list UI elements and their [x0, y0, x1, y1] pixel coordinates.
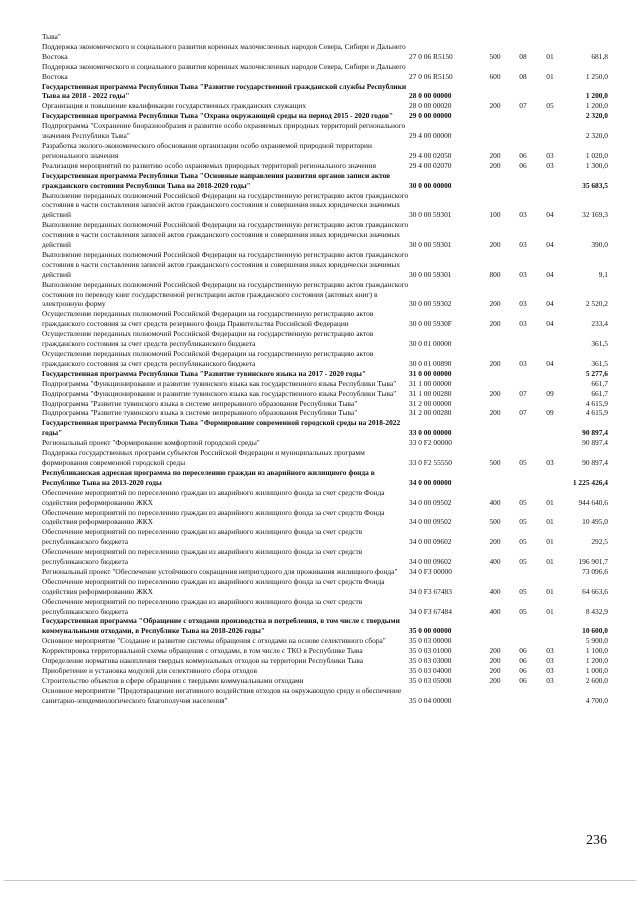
row-code: 29 0 00 00000: [409, 111, 452, 121]
row-subsection: 01: [546, 497, 554, 507]
row-amount: 5 900,0: [585, 636, 608, 646]
row-amount: 292,5: [591, 537, 608, 547]
row-expense-type: 200: [489, 150, 501, 160]
row-name: Поддержка экономического и социального развития коренных малочисленных народов Севера, Сибири и Дальнего Востока: [42, 61, 406, 81]
row-amount: 661,7: [591, 388, 608, 398]
table-row: [42, 636, 608, 646]
row-section: 08: [519, 51, 527, 61]
row-expense-type: 200: [489, 656, 501, 666]
row-amount: 5 277,6: [585, 368, 608, 378]
row-expense-type: 200: [489, 646, 501, 656]
row-section: 03: [519, 319, 527, 329]
table-row: [42, 42, 608, 62]
row-code: 31 1 00 00000: [409, 378, 452, 388]
table-row: [42, 141, 608, 161]
table-row: [42, 329, 608, 349]
row-section: 03: [519, 210, 527, 220]
row-amount: 64 663,6: [582, 586, 608, 596]
row-name: Государственная программа Республики Тыва "Формирование современной городской среды на 2018-2022 годы": [42, 418, 401, 438]
row-subsection: 01: [546, 71, 554, 81]
row-expense-type: 800: [489, 269, 501, 279]
row-section: 05: [519, 537, 527, 547]
row-name: Подпрограмма "Развитие тувинского языка в системе непрерывного образования Республики Тыва": [42, 398, 358, 408]
row-name: Реализация мероприятий по развитию особо охраняемых природных территорий регионального значения: [42, 160, 376, 170]
row-section: 06: [519, 150, 527, 160]
row-amount: 8 432,9: [585, 606, 608, 616]
table-row: [42, 389, 608, 399]
row-section: 05: [519, 557, 527, 567]
row-name: Разработка эколого-экономического обоснования организации особо охраняемой природной территории регионального значения: [42, 140, 372, 160]
row-amount: 944 640,6: [578, 497, 608, 507]
row-code: 30 0 01 00000: [409, 339, 452, 349]
table-row: [42, 161, 608, 171]
row-amount: 4 700,0: [585, 695, 608, 705]
row-section: 03: [519, 240, 527, 250]
row-amount: 1 020,0: [585, 150, 608, 160]
row-name: Обеспечение мероприятий по переселению граждан из аварийного жилищного фонда за счет средств Фонда содействия реформированию ЖКХ: [42, 507, 385, 527]
row-name: Обеспечение мероприятий по переселению граждан из аварийного жилищного фонда за счет средств республиканского бюджета: [42, 547, 363, 567]
row-amount: 32 169,3: [582, 210, 608, 220]
row-section: 06: [519, 675, 527, 685]
row-code: 27 0 06 R5150: [409, 51, 453, 61]
row-amount: 233,4: [591, 319, 608, 329]
row-subsection: 03: [546, 656, 554, 666]
row-code: 34 0 F3 67483: [409, 586, 452, 596]
table-row: [42, 250, 608, 280]
row-name: Государственная программа Республики Тыва "Развитие тувинского языка на 2017 - 2020 годы": [42, 368, 366, 378]
row-section: 08: [519, 71, 527, 81]
row-section: 05: [519, 457, 527, 467]
row-amount: 2 320,0: [585, 131, 608, 141]
row-name: Организация и повышение квалификации государственных гражданских служащих: [42, 101, 307, 111]
row-amount: 1 300,0: [585, 160, 608, 170]
row-code: 33 0 00 00000: [409, 428, 452, 438]
row-name: Региональный проект "Обеспечение устойчивого сокращения непригодного для проживания жилищного фонда": [42, 566, 398, 576]
row-code: 34 0 00 09502: [409, 497, 452, 507]
row-subsection: 09: [546, 408, 554, 418]
budget-table: [42, 32, 608, 706]
table-row: [42, 488, 608, 508]
table-row: [42, 191, 608, 221]
row-name: Тыва": [42, 32, 61, 41]
row-expense-type: 100: [489, 210, 501, 220]
row-subsection: 01: [546, 51, 554, 61]
table-row: [42, 280, 608, 310]
row-section: 03: [519, 269, 527, 279]
row-name: Подпрограмма "Развитие тувинского языка в системе непрерывного образования Республики Тыва": [42, 408, 358, 418]
row-code: 30 0 00 59301: [409, 240, 452, 250]
row-expense-type: 500: [489, 457, 501, 467]
row-subsection: 04: [546, 299, 554, 309]
row-name: Выполнение переданных полномочий Российской Федерации на государственную регистрацию актов гражданского состояния в части составления записей актов гражданского состояния и совершения иных юридически значимых действий: [42, 249, 409, 279]
row-name: Поддержка государственных программ субъектов Российской Федерации и муниципальных программ формирования современной городской среды: [42, 448, 365, 467]
table-row: [42, 547, 608, 567]
table-row: [42, 408, 608, 418]
row-name: Выполнение переданных полномочий Российской Федерации на государственную регистрацию актов гражданского состояния по переводу книг государственной регистрации актов гражданского состояния (актовых книг) в электронную форму: [42, 279, 409, 309]
row-amount: 35 683,5: [582, 180, 608, 190]
row-expense-type: 600: [489, 71, 501, 81]
row-section: 05: [519, 606, 527, 616]
row-name: Строительство объектов в сфере обращения с твердыми коммунальными отходами: [42, 675, 304, 685]
row-amount: 2 520,2: [585, 299, 608, 309]
row-code: 35 0 03 05000: [409, 675, 452, 685]
row-section: 05: [519, 517, 527, 527]
row-code: 33 0 F2 00000: [409, 438, 452, 448]
row-amount: 4 615,9: [585, 408, 608, 418]
row-expense-type: 200: [489, 666, 501, 675]
row-subsection: 01: [546, 517, 554, 527]
row-code: 30 0 00 5930F: [409, 319, 452, 329]
table-row: [42, 527, 608, 547]
row-expense-type: 200: [489, 408, 501, 418]
row-name: Государственная программа Республики Тыва "Охрана окружающей среды на период 2015 - 2020 годов": [42, 111, 394, 121]
row-code: 34 0 00 09602: [409, 557, 452, 567]
row-section: 06: [519, 646, 527, 656]
row-amount: 1 000,0: [585, 666, 608, 675]
row-code: 33 0 F2 55550: [409, 457, 452, 467]
row-code: 29 4 00 02050: [409, 150, 452, 160]
row-code: 29 4 00 02070: [409, 160, 452, 170]
row-section: 06: [519, 656, 527, 666]
table-row: [42, 438, 608, 448]
row-name: Республиканская адресная программа по переселению граждан из аварийного жилищного фонда в Республике Тыва на 2013-2020 годы: [42, 467, 375, 487]
row-amount: 681,8: [591, 51, 608, 61]
row-amount: 9,1: [598, 269, 608, 279]
row-expense-type: 200: [489, 101, 501, 111]
table-row: [42, 666, 608, 676]
table-row: [42, 686, 608, 706]
row-subsection: 09: [546, 388, 554, 398]
row-amount: 361,5: [591, 358, 608, 368]
row-subsection: 04: [546, 269, 554, 279]
row-expense-type: 200: [489, 240, 501, 250]
row-section: 07: [519, 408, 527, 418]
row-expense-type: 500: [489, 51, 501, 61]
table-row: [42, 220, 608, 250]
page-number: 236: [586, 833, 607, 848]
row-amount: 196 901,7: [578, 557, 608, 567]
table-row: [42, 379, 608, 389]
scan-edge-line: [4, 880, 636, 881]
table-row: [42, 121, 608, 141]
row-subsection: 04: [546, 319, 554, 329]
row-code: 28 0 00 00000: [409, 91, 452, 101]
row-amount: 90 897,4: [582, 438, 608, 448]
row-amount: 1 200,0: [585, 101, 608, 111]
table-row: [42, 32, 608, 42]
row-name: Осуществление переданных полномочий Российской Федерации на государственную регистрацию актов гражданского состояния за счет средств резервного фонда Правительства Российской Федерации: [42, 309, 374, 329]
row-name: Государственная программа Республики Тыва "Основные направления развития органов записи актов гражданского состояния Республики Тыва на 2018-2020 годы": [42, 170, 391, 190]
row-amount: 1 250,0: [585, 71, 608, 81]
row-amount: 661,7: [591, 378, 608, 388]
row-name: Основное мероприятие "Создание и развитие системы обращения с отходами на основе селективного сбора": [42, 636, 386, 646]
row-name: Государственная программа "Обращение с отходами производства и потребления, в том числе с твердыми коммунальными отходами, в Республике Тыва на 2018-2026 годы": [42, 616, 400, 636]
row-subsection: 03: [546, 646, 554, 656]
row-section: 05: [519, 497, 527, 507]
row-name: Определение норматива накопления твердых коммунальных отходов на территории Республики Тыва: [42, 656, 364, 666]
row-code: 30 0 00 59302: [409, 299, 452, 309]
row-amount: 10 495,0: [582, 517, 608, 527]
row-subsection: 01: [546, 606, 554, 616]
row-expense-type: 200: [489, 358, 501, 368]
row-amount: 2 600,0: [585, 675, 608, 685]
table-row: [42, 82, 608, 102]
row-amount: 361,5: [591, 339, 608, 349]
table-row: [42, 369, 608, 379]
row-code: 30 0 00 00000: [409, 180, 452, 190]
table-row: [42, 101, 608, 111]
row-code: 34 0 F3 67484: [409, 606, 452, 616]
row-expense-type: 400: [489, 606, 501, 616]
table-row: [42, 349, 608, 369]
row-code: 27 0 06 R5150: [409, 71, 453, 81]
row-subsection: 03: [546, 666, 554, 675]
row-name: Подпрограмма "Функционирование и развитие тувинского языка как государственного языка Республики Тыва": [42, 378, 397, 388]
row-name: Выполнение переданных полномочий Российской Федерации на государственную регистрацию актов гражданского состояния в части составления записей актов гражданского состояния и совершения иных юридически значимых действий: [42, 220, 409, 250]
row-amount: 1 200,0: [585, 656, 608, 666]
row-code: 30 0 00 59301: [409, 210, 452, 220]
row-section: 03: [519, 299, 527, 309]
row-expense-type: 500: [489, 517, 501, 527]
row-name: Осуществление переданных полномочий Российской Федерации на государственную регистрацию актов гражданского состояния за счет средств республиканского бюджета: [42, 349, 374, 368]
row-code: 31 2 00 00280: [409, 408, 452, 418]
table-row: [42, 616, 608, 636]
row-section: 07: [519, 388, 527, 398]
row-subsection: 01: [546, 557, 554, 567]
row-code: 34 0 00 09502: [409, 517, 452, 527]
row-subsection: 03: [546, 457, 554, 467]
row-amount: 1 100,0: [585, 646, 608, 656]
row-expense-type: 200: [489, 537, 501, 547]
table-row: [42, 399, 608, 409]
row-name: Подпрограмма "Функционирование и развитие тувинского языка как государственного языка Республики Тыва": [42, 388, 397, 398]
table-row: [42, 577, 608, 597]
row-name: Обеспечение мероприятий по переселению граждан из аварийного жилищного фонда за счет средств Фонда содействия реформированию ЖКХ: [42, 487, 385, 507]
row-expense-type: 400: [489, 586, 501, 596]
row-code: 29 4 00 00000: [409, 131, 452, 141]
row-subsection: 01: [546, 586, 554, 596]
row-name: Государственная программа Республики Тыва "Развитие государственной гражданской службы Республики Тыва на 2018 - 2022 годы": [42, 81, 407, 101]
row-code: 34 0 F3 00000: [409, 566, 452, 576]
row-name: Подпрограмма "Сохранение биоразнообразия и развитие особо охраняемых природных территорий регионального значения Республики Тыва": [42, 121, 406, 141]
row-name: Выполнение переданных полномочий Российской Федерации на государственную регистрацию актов гражданского состояния в части составления записей актов гражданского состояния и совершения иных юридически значимых действий: [42, 190, 409, 220]
row-amount: 390,0: [591, 240, 608, 250]
row-code: 31 1 00 00280: [409, 388, 452, 398]
row-code: 34 0 00 09602: [409, 537, 452, 547]
table-row: [42, 468, 608, 488]
row-name: Поддержка экономического и социального развития коренных малочисленных народов Севера, Сибири и Дальнего Востока: [42, 41, 406, 61]
table-row: [42, 309, 608, 329]
row-name: Основное мероприятие "Предотвращение негативного воздействия отходов на окружающую среду и обеспечение санитарно-эпидемиологического благополучия населения": [42, 685, 402, 705]
row-name: Обеспечение мероприятий по переселению граждан из аварийного жилищного фонда за счет средств республиканского бюджета: [42, 596, 363, 616]
row-subsection: 04: [546, 240, 554, 250]
row-expense-type: 200: [489, 160, 501, 170]
row-subsection: 03: [546, 160, 554, 170]
table-row: [42, 567, 608, 577]
row-amount: 2 320,0: [585, 111, 608, 121]
row-amount: 10 600,0: [582, 626, 608, 636]
row-code: 30 0 00 59301: [409, 269, 452, 279]
row-name: Обеспечение мероприятий по переселению граждан из аварийного жилищного фонда за счет средств республиканского бюджета: [42, 527, 363, 547]
row-name: Корректировка территориальной схемы обращения с отходами, в том числе с ТКО в Республике Тыва: [42, 646, 363, 656]
row-amount: 90 897,4: [582, 457, 608, 467]
table-row: [42, 62, 608, 82]
table-row: [42, 508, 608, 528]
row-subsection: 01: [546, 537, 554, 547]
row-expense-type: 400: [489, 557, 501, 567]
row-name: Обеспечение мероприятий по переселению граждан из аварийного жилищного фонда за счет средств Фонда содействия реформированию ЖКХ: [42, 576, 385, 596]
row-name: Региональный проект "Формирование комфортной городской среды": [42, 438, 260, 448]
row-subsection: 03: [546, 150, 554, 160]
table-row: [42, 597, 608, 617]
row-code: 35 0 03 01000: [409, 646, 452, 656]
row-code: 35 0 00 00000: [409, 626, 452, 636]
table-row: [42, 656, 608, 666]
row-code: 30 0 01 00890: [409, 358, 452, 368]
row-expense-type: 200: [489, 299, 501, 309]
row-name: Приобретение и установка модулей для селективного сбора отходов: [42, 666, 257, 675]
row-amount: 90 897,4: [582, 428, 608, 438]
row-subsection: 03: [546, 675, 554, 685]
table-row: [42, 418, 608, 438]
row-expense-type: 200: [489, 319, 501, 329]
row-expense-type: 400: [489, 497, 501, 507]
row-section: 03: [519, 358, 527, 368]
row-subsection: 04: [546, 210, 554, 220]
row-expense-type: 200: [489, 388, 501, 398]
table-row: [42, 111, 608, 121]
row-code: 35 0 03 03000: [409, 656, 452, 666]
row-code: 31 0 00 00000: [409, 368, 452, 378]
table-row: [42, 448, 608, 468]
row-amount: 1 200,0: [585, 91, 608, 101]
row-code: 35 0 03 00000: [409, 636, 452, 646]
row-code: 35 0 03 04000: [409, 666, 452, 675]
row-amount: 73 096,6: [582, 566, 608, 576]
table-row: [42, 676, 608, 686]
row-expense-type: 200: [489, 675, 501, 685]
row-code: 28 0 00 00020: [409, 101, 452, 111]
row-amount: 1 225 426,4: [572, 477, 608, 487]
row-code: 34 0 00 00000: [409, 477, 452, 487]
row-subsection: 04: [546, 358, 554, 368]
table-row: [42, 171, 608, 191]
row-amount: 4 615,9: [585, 398, 608, 408]
row-code: 35 0 04 00000: [409, 695, 452, 705]
row-subsection: 05: [546, 101, 554, 111]
row-code: 31 2 00 00000: [409, 398, 452, 408]
row-name: Осуществление переданных полномочий Российской Федерации на государственную регистрацию актов гражданского состояния за счет средств республиканского бюджета: [42, 329, 374, 349]
row-section: 06: [519, 666, 527, 675]
row-section: 06: [519, 160, 527, 170]
row-section: 07: [519, 101, 527, 111]
row-section: 05: [519, 586, 527, 596]
table-row: [42, 646, 608, 656]
